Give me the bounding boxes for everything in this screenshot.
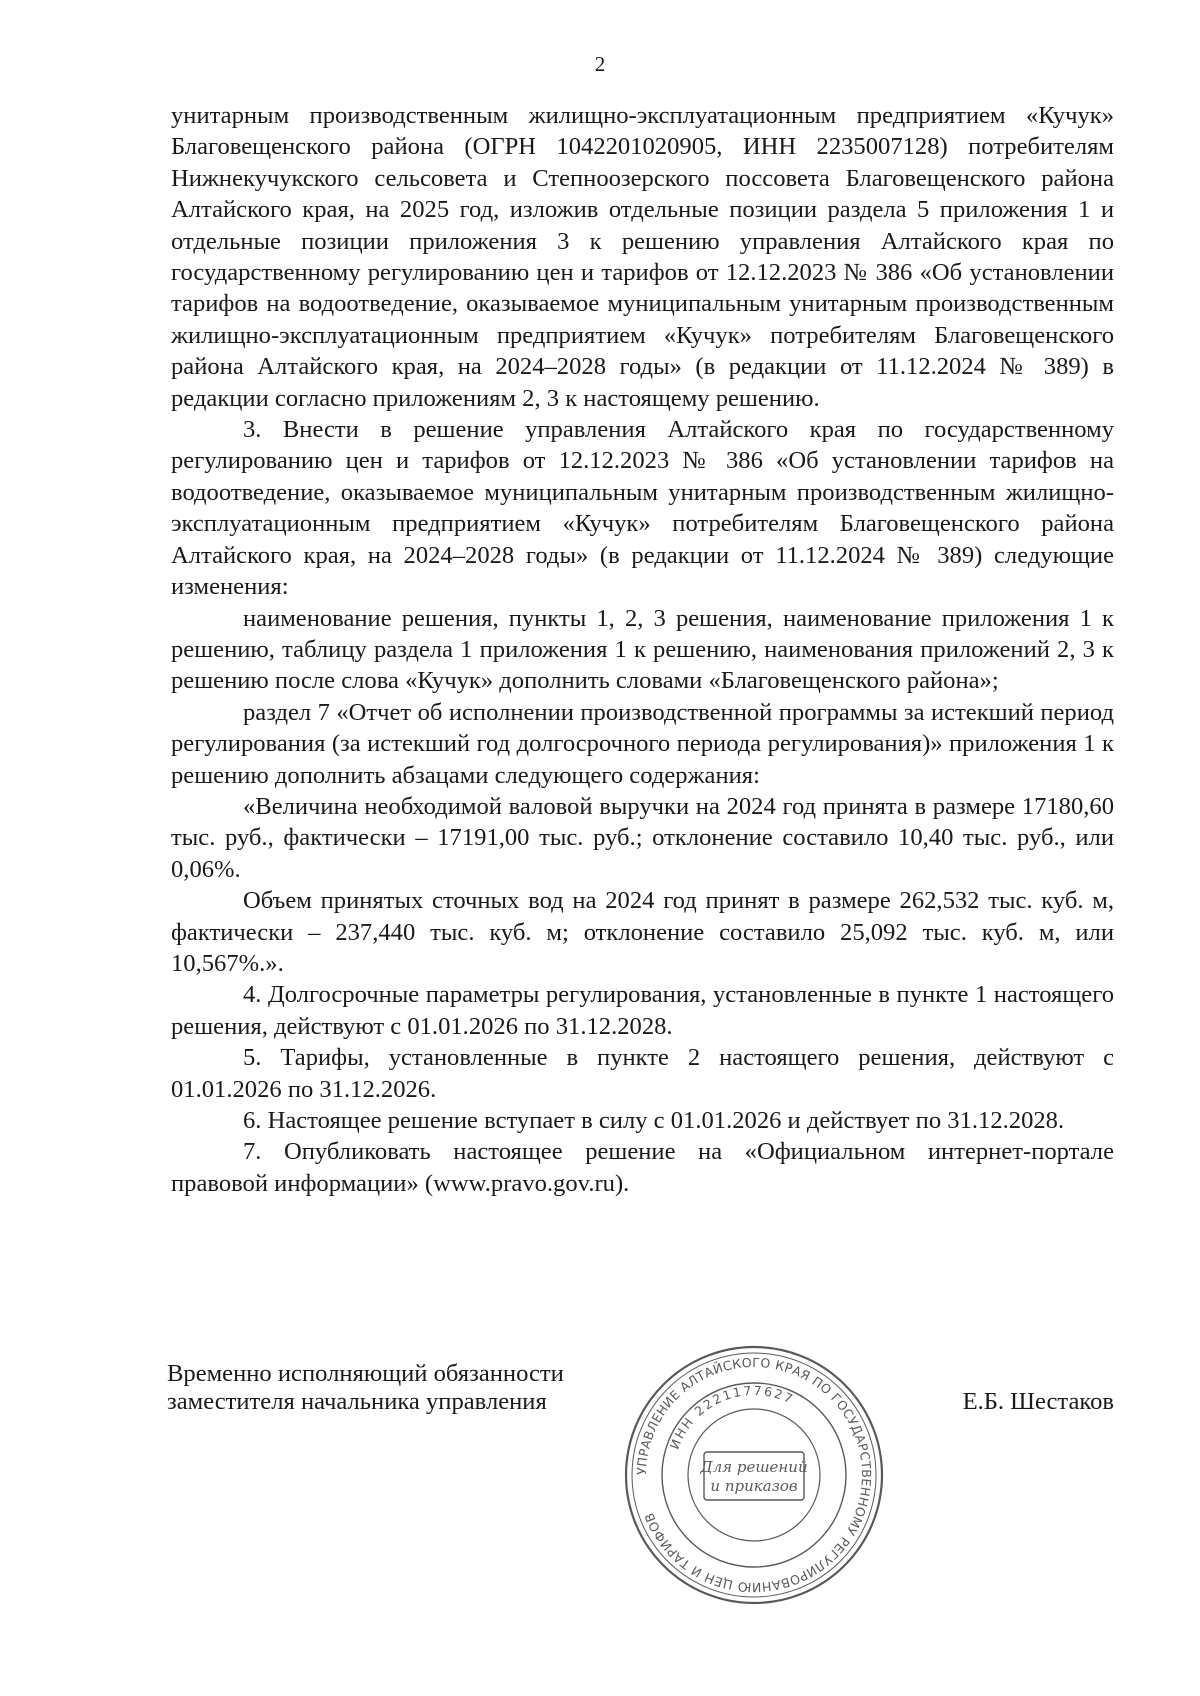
paragraph-change-names: наименование решения, пункты 1, 2, 3 решения, наименование приложения 1 к решению, таблицу раздела 1 приложения 1 к решению, наименования приложений 2, 3 к решению после слова «Кучук» дополнить словами «Благовещенского района»;	[171, 604, 1114, 695]
paragraph-revenue-quote: «Величина необходимой валовой выручки на 2024 год принята в размере 17180,60 тыс. руб., фактически – 17191,00 тыс. руб.; отклонение составило 10,40 тыс. руб., или 0,06%.	[171, 792, 1114, 883]
paragraph-continuation: унитарным производственным жилищно-эксплуатационным предприятием «Кучук» Благовещенского района (ОГРН 1042201020905, ИНН 2235007128) потребителям Нижнекучукского сельсовета и Степноозерского поссовета Благовещенского района Алтайского края, на 2025 год, изложив отдельные позиции раздела 5 приложения 1 и отдельные позиции приложения 3 к решению управления Алтайского края по государственному регулированию цен и тарифов от 12.12.2023 № 386 «Об установлении тарифов на водоотведение, оказываемое муниципальным унитарным производственным жилищно-эксплуатационным предприятием «Кучук» потребителям Благовещенского района Алтайского края, на 2024–2028 годы» (в редакции от 11.12.2024 № 389) в редакции согласно приложениям 2, 3 к настоящему решению.	[171, 102, 1114, 412]
paragraph-item-5: 5. Тарифы, установленные в пункте 2 настоящего решения, действуют с 01.01.2026 по 31.12.2026.	[171, 1044, 1114, 1103]
stamp-center-line-2: и приказов	[710, 1477, 798, 1495]
paragraph-volume-quote: Объем принятых сточных вод на 2024 год принят в размере 262,532 тыс. куб. м, фактически – 237,440 тыс. куб. м; отклонение составило 25,092 тыс. куб. м, или 10,567%.».	[171, 887, 1114, 977]
paragraph-item-3: 3. Внести в решение управления Алтайского края по государственному регулированию цен и тарифов от 12.12.2023 № 386 «Об установлении тарифов на водоотведение, оказываемое муниципальным унитарным производственным жилищно-эксплуатационным предприятием «Кучук» потребителям Благовещенского района Алтайского края, на 2024–2028 годы» (в редакции от 11.12.2024 № 389) следующие изменения:	[171, 416, 1114, 601]
paragraph-item-7: 7. Опубликовать настоящее решение на «Официальном интернет-портале правовой информации» (www.pravo.gov.ru).	[171, 1138, 1114, 1197]
signatory-position	[167, 1360, 627, 1416]
paragraph-item-6: 6. Настоящее решение вступает в силу с 01.01.2026 и действует по 31.12.2028.	[243, 1107, 1065, 1134]
signatory-position-line-2: заместителя начальника управления	[167, 1388, 547, 1415]
official-seal-stamp	[619, 1340, 889, 1610]
document-body	[171, 100, 1114, 1199]
signatory-name: Е.Б. Шестаков	[962, 1388, 1114, 1415]
paragraph-change-section-7: раздел 7 «Отчет об исполнении производственной программы за истекший период регулирования (за истекший год долгосрочного периода регулирования)» приложения 1 к решению дополнить абзацами следующего содержания:	[171, 698, 1114, 789]
signature-block	[167, 1354, 1114, 1640]
paragraph-item-4: 4. Долгосрочные параметры регулирования, установленные в пункте 1 настоящего решения, действуют с 01.01.2026 по 31.12.2028.	[171, 981, 1114, 1040]
signatory-position-line-1: Временно исполняющий обязанности	[167, 1360, 564, 1387]
stamp-outer-ring-text: УПРАВЛЕНИЕ АЛТАЙСКОГО КРАЯ ПО ГОСУДАРСТВЕННОМУ РЕГУЛИРОВАНИЮ ЦЕН И ТАРИФОВ	[633, 1354, 875, 1596]
stamp-inn-text: ИНН 2221177627	[666, 1382, 797, 1452]
stamp-center-line-1: Для решений	[700, 1458, 808, 1476]
page-number: 2	[594, 52, 606, 76]
